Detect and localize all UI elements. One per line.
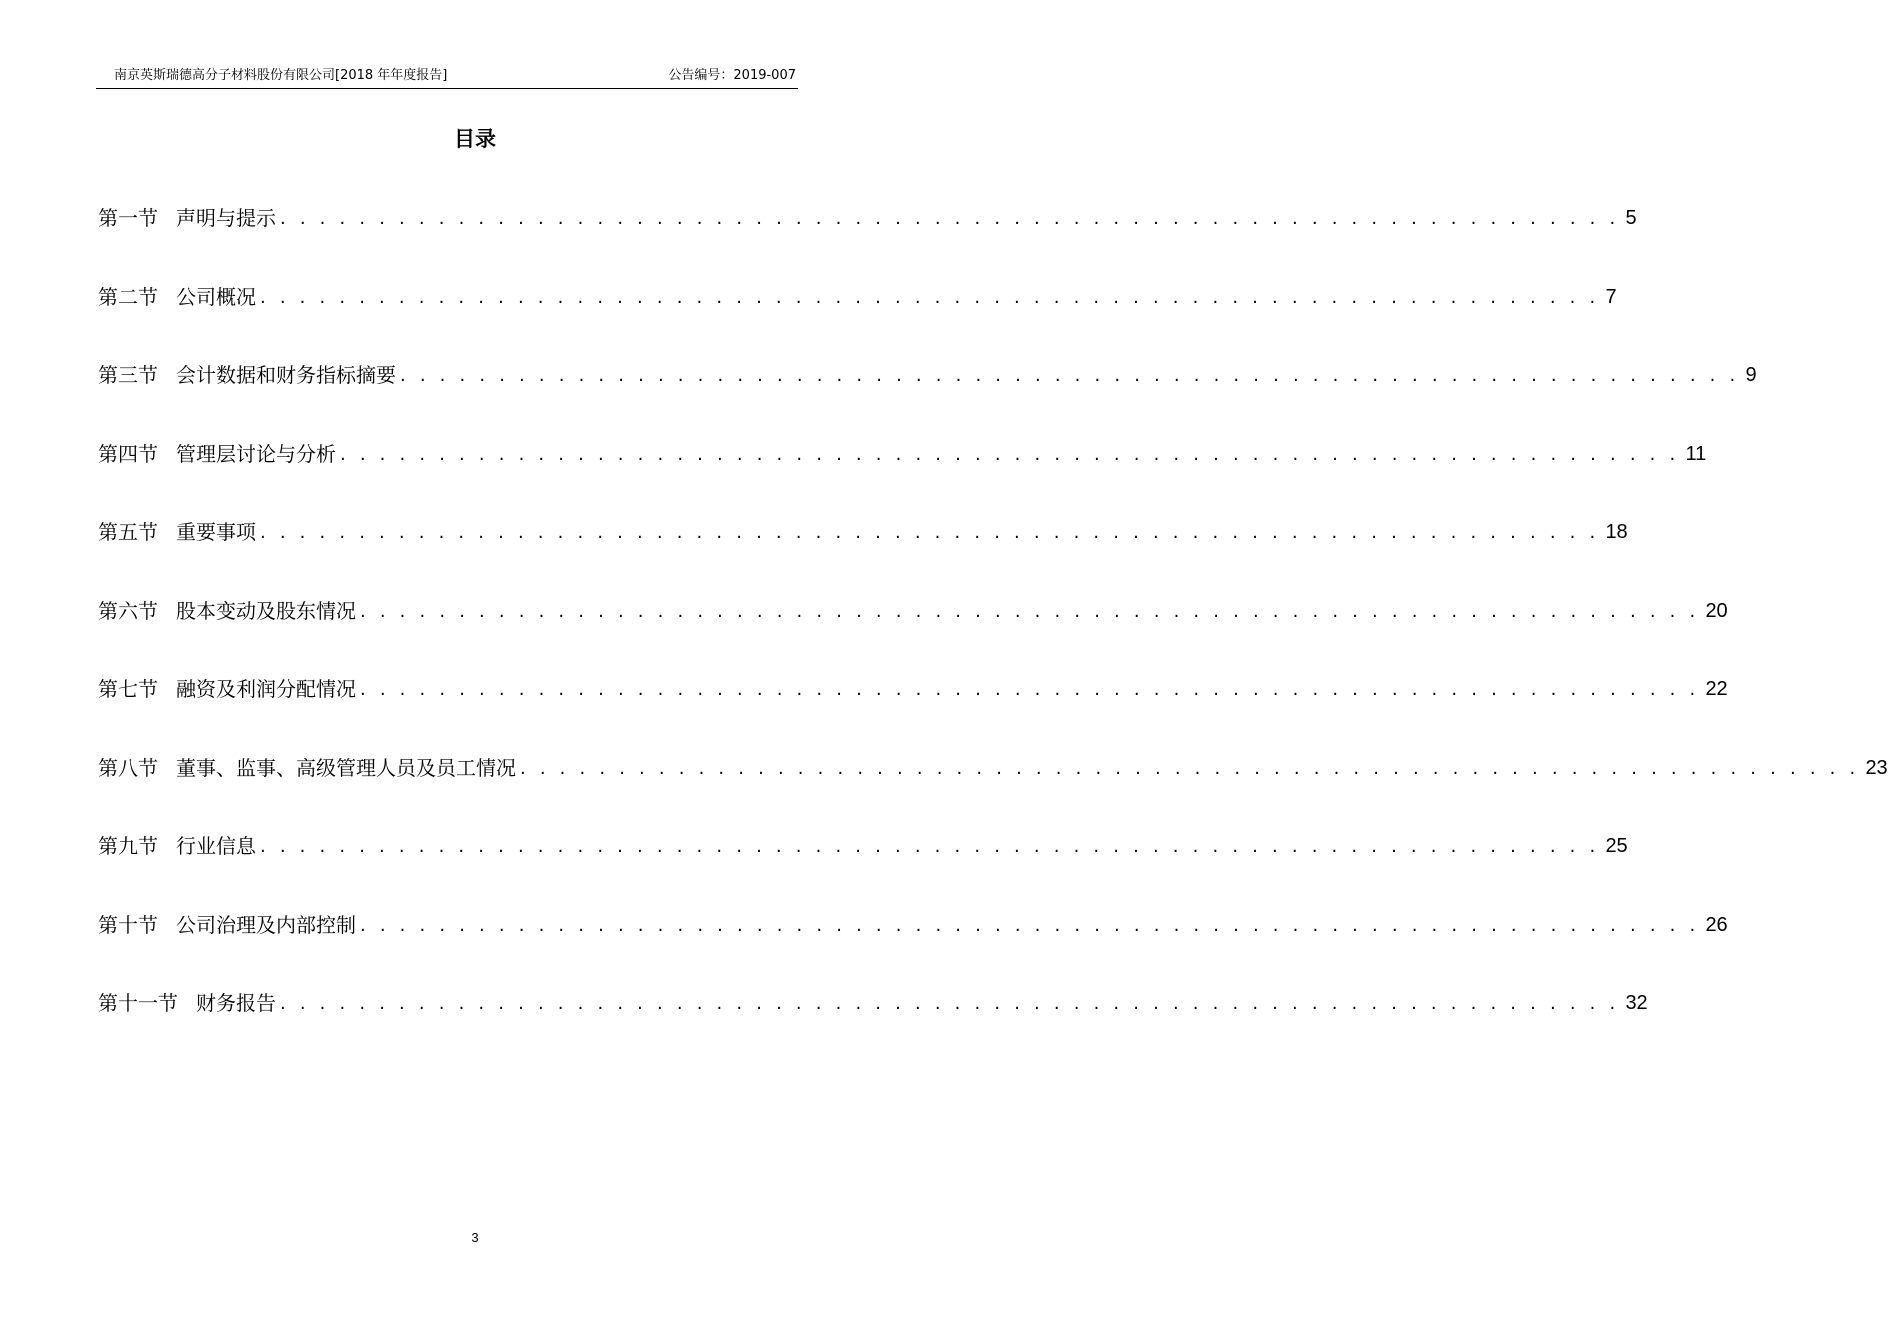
toc-leader-dots: . . . . . . . . . . . . . . . . . . . . . . . . . . . . . . . . . . . . . . . . . . . . . . . . . . . . . . . . . . . . . . . . . . . .	[360, 914, 1700, 936]
toc-leader-dots: . . . . . . . . . . . . . . . . . . . . . . . . . . . . . . . . . . . . . . . . . . . . . . . . . . . . . . . . . . . . . . . . . . . .	[340, 443, 1680, 465]
table-of-contents	[98, 201, 1888, 1065]
toc-page-number: 5	[1625, 207, 1637, 229]
toc-page-number: 9	[1745, 364, 1757, 386]
toc-section-number: 第八节	[98, 755, 158, 780]
toc-entry-9[interactable]	[98, 829, 1628, 908]
header-announcement-number: 公告编号：2019-007	[668, 68, 796, 83]
toc-page-number: 23	[1865, 756, 1888, 779]
toc-section-title: 股本变动及股东情况	[176, 598, 356, 623]
toc-section-number: 第五节	[98, 520, 158, 544]
toc-page-number: 20	[1705, 599, 1728, 622]
toc-section-number: 第二节	[98, 284, 158, 309]
toc-section-title: 行业信息	[176, 834, 256, 858]
toc-section-title: 声明与提示	[176, 206, 276, 230]
toc-section-title: 公司治理及内部控制	[176, 912, 356, 937]
toc-leader-dots: . . . . . . . . . . . . . . . . . . . . . . . . . . . . . . . . . . . . . . . . . . . . . . . . . . . . . . . . . . . . . . . . . . . .	[400, 365, 1740, 386]
toc-leader-dots: . . . . . . . . . . . . . . . . . . . . . . . . . . . . . . . . . . . . . . . . . . . . . . . . . . . . . . . . . . . . . . . . . . . .	[260, 286, 1600, 308]
toc-page-number: 25	[1605, 835, 1628, 857]
toc-entry-2[interactable]	[98, 280, 1617, 359]
toc-leader-dots: . . . . . . . . . . . . . . . . . . . . . . . . . . . . . . . . . . . . . . . . . . . . . . . . . . . . . . . . . . . . . . . . . . . .	[360, 679, 1700, 700]
toc-page-number: 7	[1605, 285, 1617, 308]
toc-page-number: 22	[1705, 678, 1728, 700]
header-company-report-title: 南京英斯瑞德高分子材料股份有限公司[2018 年年度报告]	[114, 68, 448, 83]
toc-section-number: 第六节	[98, 598, 158, 623]
toc-title: 目录	[454, 127, 496, 151]
toc-entry-11[interactable]	[98, 986, 1648, 1065]
toc-section-number: 第九节	[98, 834, 158, 858]
toc-leader-dots: . . . . . . . . . . . . . . . . . . . . . . . . . . . . . . . . . . . . . . . . . . . . . . . . . . . . . . . . . . . . . . . . . . . .	[260, 836, 1600, 857]
toc-leader-dots: . . . . . . . . . . . . . . . . . . . . . . . . . . . . . . . . . . . . . . . . . . . . . . . . . . . . . . . . . . . . . . . . . . . .	[260, 522, 1600, 543]
toc-section-number: 第三节	[98, 363, 158, 387]
toc-section-title: 会计数据和财务指标摘要	[176, 363, 396, 387]
toc-page-number: 18	[1605, 521, 1628, 543]
toc-entry-7[interactable]	[98, 672, 1728, 751]
toc-page-number: 26	[1705, 913, 1728, 936]
toc-entry-8[interactable]	[98, 751, 1888, 830]
toc-entry-5[interactable]	[98, 515, 1628, 594]
toc-section-title: 重要事项	[176, 520, 256, 544]
toc-section-title: 融资及利润分配情况	[176, 677, 356, 701]
toc-leader-dots: . . . . . . . . . . . . . . . . . . . . . . . . . . . . . . . . . . . . . . . . . . . . . . . . . . . . . . . . . . . . . . . . . . . .	[520, 757, 1860, 779]
toc-section-number: 第四节	[98, 441, 158, 466]
page-number: 3	[471, 1230, 479, 1245]
toc-leader-dots: . . . . . . . . . . . . . . . . . . . . . . . . . . . . . . . . . . . . . . . . . . . . . . . . . . . . . . . . . . . . . . . . . . . .	[280, 993, 1620, 1014]
toc-section-title: 财务报告	[196, 991, 276, 1015]
toc-leader-dots: . . . . . . . . . . . . . . . . . . . . . . . . . . . . . . . . . . . . . . . . . . . . . . . . . . . . . . . . . . . . . . . . . . . .	[280, 208, 1620, 229]
toc-section-number: 第七节	[98, 677, 158, 701]
page-header	[96, 66, 798, 89]
toc-section-title: 公司概况	[176, 284, 256, 309]
toc-entry-3[interactable]	[98, 358, 1757, 437]
toc-section-title: 董事、监事、高级管理人员及员工情况	[176, 755, 516, 780]
toc-entry-6[interactable]	[98, 594, 1728, 673]
toc-section-number: 第十节	[98, 912, 158, 937]
toc-page-number: 32	[1625, 992, 1648, 1014]
toc-section-number: 第十一节	[98, 991, 178, 1015]
toc-page-number: 11	[1685, 442, 1707, 465]
toc-entry-1[interactable]	[98, 201, 1637, 280]
toc-section-title: 管理层讨论与分析	[176, 441, 336, 466]
toc-entry-4[interactable]	[98, 437, 1707, 516]
toc-section-number: 第一节	[98, 206, 158, 230]
toc-entry-10[interactable]	[98, 908, 1728, 987]
toc-leader-dots: . . . . . . . . . . . . . . . . . . . . . . . . . . . . . . . . . . . . . . . . . . . . . . . . . . . . . . . . . . . . . . . . . . . .	[360, 600, 1700, 622]
